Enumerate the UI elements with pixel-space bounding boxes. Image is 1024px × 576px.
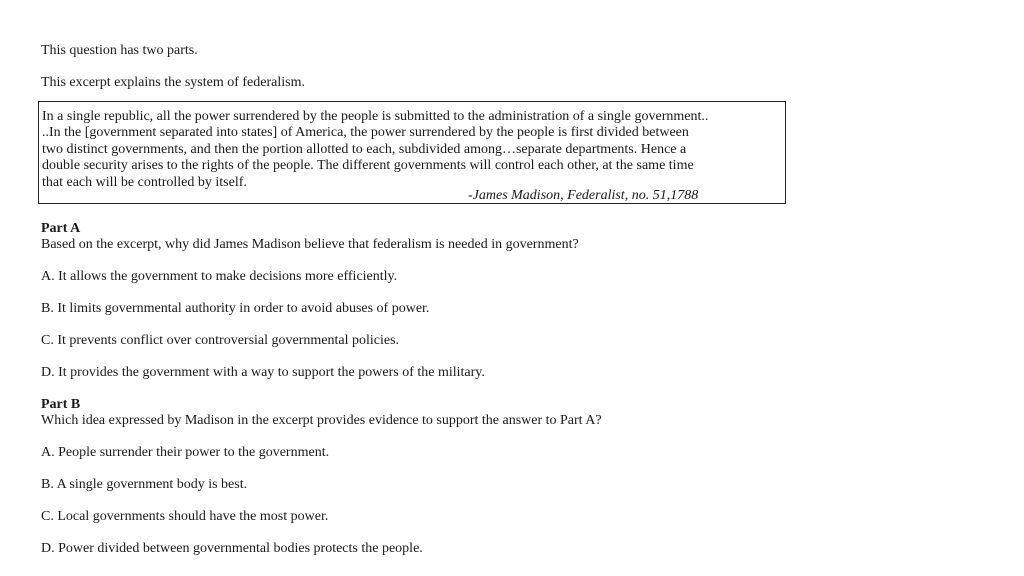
part-b-question: Which idea expressed by Madison in the excerpt provides evidence to support the answer to Part A?: [41, 413, 602, 428]
part-a-option-d[interactable]: D. It provides the government with a way to support the powers of the military.: [41, 365, 485, 380]
intro-line-1: This question has two parts.: [41, 43, 198, 58]
part-b-option-c[interactable]: C. Local governments should have the most power.: [41, 509, 329, 524]
intro-line-2: This excerpt explains the system of federalism.: [41, 75, 305, 90]
part-b-option-a[interactable]: A. People surrender their power to the government.: [41, 445, 330, 460]
part-a-option-a[interactable]: A. It allows the government to make decisions more efficiently.: [41, 269, 398, 284]
part-b-option-b[interactable]: B. A single government body is best.: [41, 477, 248, 492]
part-a-label: Part A: [41, 221, 81, 236]
part-a-option-c[interactable]: C. It prevents conflict over controversial governmental policies.: [41, 333, 400, 348]
intro-section: [41, 43, 801, 91]
excerpt-citation: -James Madison, Federalist, no. 51,1788: [468, 188, 699, 203]
part-b-label: Part B: [41, 397, 81, 412]
excerpt-text: In a single republic, all the power surrendered by the people is submitted to the administration of a single government.. ..In the [government separated into states] of America, the power surrendered by the people is first divided between two distinct governments, and then the portion allotted to each, subdivided among…separate departments. Hence a double security arises to the rights of the people. The different governments will control each other, at the same time that each will be controlled by itself.: [42, 109, 709, 190]
questions-section: [41, 221, 801, 573]
part-a-question: Based on the excerpt, why did James Madison believe that federalism is needed in government?: [41, 237, 579, 252]
excerpt-box: [38, 101, 786, 204]
part-a-option-b[interactable]: B. It limits governmental authority in order to avoid abuses of power.: [41, 301, 430, 316]
part-b-option-d[interactable]: D. Power divided between governmental bodies protects the people.: [41, 541, 423, 556]
